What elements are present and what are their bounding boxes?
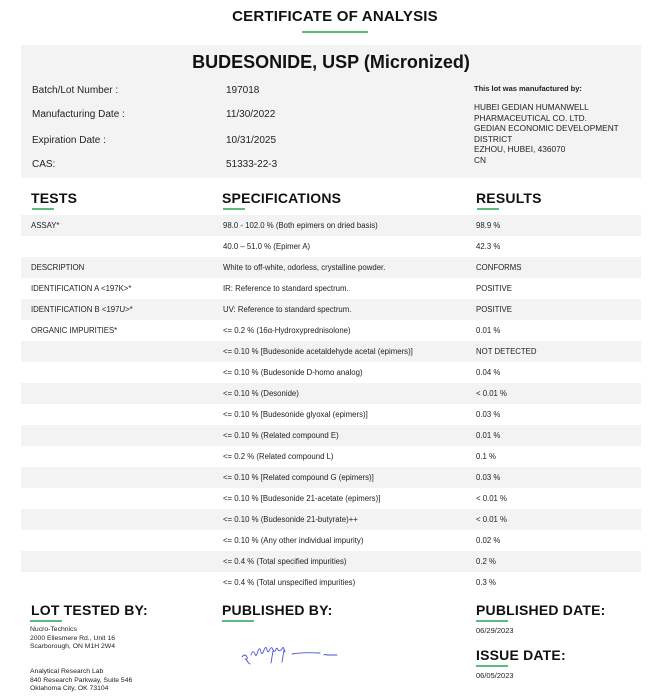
test-cell: IDENTIFICATION B <197U>* xyxy=(31,305,133,314)
table-row xyxy=(21,509,641,530)
result-cell: 0.03 % xyxy=(476,410,501,419)
product-name: BUDESONIDE, USP (Micronized) xyxy=(192,52,470,72)
published-date-heading: PUBLISHED DATE: xyxy=(476,602,606,618)
test-cell: ASSAY* xyxy=(31,221,60,230)
published-by-underline xyxy=(222,620,254,622)
result-cell: 0.1 % xyxy=(476,452,496,461)
result-cell: < 0.01 % xyxy=(476,515,507,524)
document-title: CERTIFICATE OF ANALYSIS xyxy=(232,8,438,25)
spec-cell: 98.0 - 102.0 % (Both epimers on dried basis) xyxy=(223,221,378,230)
test-cell: DESCRIPTION xyxy=(31,263,85,272)
manufacturer-line: DISTRICT xyxy=(474,133,513,144)
spec-cell: <= 0.2 % (Related compound L) xyxy=(223,452,334,461)
lab-city: Scarborough, ON M1H 2W4 xyxy=(30,643,115,650)
result-cell: 0.02 % xyxy=(476,536,501,545)
spec-cell: <= 0.10 % [Budesonide 21-acetate (epimers)] xyxy=(223,494,381,503)
manufacturer-address xyxy=(474,102,619,165)
spec-cell: <= 0.10 % [Budesonide glyoxal (epimers)] xyxy=(223,410,368,419)
result-cell: 0.03 % xyxy=(476,473,501,482)
cas-label: CAS: xyxy=(32,159,56,170)
specifications-header-underline xyxy=(223,208,245,210)
spec-cell: <= 0.2 % (16α-Hydroxyprednisolone) xyxy=(223,326,351,335)
table-row xyxy=(21,530,641,551)
manufacturer-line: CN xyxy=(474,154,486,165)
table-row xyxy=(21,362,641,383)
results-column-header: RESULTS xyxy=(476,190,542,206)
spec-cell: <= 0.4 % (Total specified impurities) xyxy=(223,557,347,566)
manufacturer-line: PHARMACEUTICAL CO. LTD. xyxy=(474,112,587,123)
spec-cell: 40.0 – 51.0 % (Epimer A) xyxy=(223,242,311,251)
table-row xyxy=(21,404,641,425)
manufacturing-date-label: Manufacturing Date : xyxy=(32,109,125,120)
expiration-date-label: Expiration Date : xyxy=(32,135,106,146)
batch-lot-value: 197018 xyxy=(226,85,260,96)
result-cell: 0.01 % xyxy=(476,326,501,335)
result-cell: 0.04 % xyxy=(476,368,501,377)
table-row xyxy=(21,551,641,572)
manufacturer-line: GEDIAN ECONOMIC DEVELOPMENT xyxy=(474,123,619,133)
title-underline xyxy=(302,31,368,33)
lab-name: Analytical Research Lab xyxy=(30,668,104,675)
published-date-value: 06/29/2023 xyxy=(476,626,514,635)
result-cell: 42.3 % xyxy=(476,242,501,251)
table-row xyxy=(21,236,641,257)
result-cell: 0.2 % xyxy=(476,557,496,566)
spec-cell: <= 0.10 % (Budesonide 21-butyrate)++ xyxy=(223,515,358,524)
cas-value: 51333-22-3 xyxy=(226,159,278,170)
header-panel xyxy=(21,45,641,178)
result-cell: POSITIVE xyxy=(476,305,512,314)
manufacturer-heading: This lot was manufactured by: xyxy=(474,84,582,93)
published-date-underline xyxy=(476,620,508,622)
table-row xyxy=(21,383,641,404)
manufacturer-line: EZHOU, HUBEI, 436070 xyxy=(474,144,566,154)
spec-cell: <= 0.10 % [Related compound G (epimers)] xyxy=(223,473,374,482)
manufacturer-line: HUBEI GEDIAN HUMANWELL xyxy=(474,102,589,112)
table-row xyxy=(21,320,641,341)
issue-date-underline xyxy=(476,665,508,667)
signature-image xyxy=(240,643,340,665)
lab-name: Nucro-Technics xyxy=(30,626,77,633)
table-row xyxy=(21,446,641,467)
table-row xyxy=(21,467,641,488)
test-cell: ORGANIC IMPURITIES* xyxy=(31,326,118,335)
spec-cell: White to off-white, odorless, crystalline powder. xyxy=(223,263,386,272)
lot-tested-by-underline xyxy=(30,620,62,622)
tests-header-underline xyxy=(32,208,54,210)
published-by-heading: PUBLISHED BY: xyxy=(222,602,333,618)
lab-street: 840 Research Parkway, Suite 546 xyxy=(30,676,133,684)
spec-cell: IR: Reference to standard spectrum. xyxy=(223,284,349,293)
table-row xyxy=(21,299,641,320)
lab-street: 2000 Ellesmere Rd., Unit 16 xyxy=(30,634,116,642)
spec-cell: <= 0.10 % (Desonide) xyxy=(223,389,299,398)
spec-cell: <= 0.10 % (Any other individual impurity) xyxy=(223,536,364,545)
spec-cell: <= 0.10 % (Budesonide D-homo analog) xyxy=(223,368,363,377)
spec-cell: <= 0.4 % (Total unspecified impurities) xyxy=(223,578,356,587)
lab-address-1 xyxy=(30,626,115,652)
result-cell: < 0.01 % xyxy=(476,389,507,398)
table-row xyxy=(21,572,641,593)
lab-address-2 xyxy=(30,668,132,694)
result-cell: 0.01 % xyxy=(476,431,501,440)
spec-cell: <= 0.10 % (Related compound E) xyxy=(223,431,339,440)
spec-cell: <= 0.10 % [Budesonide acetaldehyde acetal (epimers)] xyxy=(223,347,413,356)
result-cell: 0.3 % xyxy=(476,578,496,587)
issue-date-heading: ISSUE DATE: xyxy=(476,647,566,663)
results-table xyxy=(21,215,641,593)
table-row xyxy=(21,215,641,236)
expiration-date-value: 10/31/2025 xyxy=(226,135,277,146)
manufacturing-date-value: 11/30/2022 xyxy=(226,109,276,120)
result-cell: 98.9 % xyxy=(476,221,501,230)
result-cell: < 0.01 % xyxy=(476,494,507,503)
spec-cell: UV: Reference to standard spectrum. xyxy=(223,305,352,314)
tests-column-header: TESTS xyxy=(31,190,78,206)
table-row xyxy=(21,488,641,509)
table-row xyxy=(21,425,641,446)
results-header-underline xyxy=(477,208,499,210)
test-cell: IDENTIFICATION A <197K>* xyxy=(31,284,132,293)
table-row xyxy=(21,278,641,299)
table-row xyxy=(21,341,641,362)
issue-date-value: 06/05/2023 xyxy=(476,671,514,680)
table-row xyxy=(21,257,641,278)
batch-lot-label: Batch/Lot Number : xyxy=(32,85,119,96)
result-cell: POSITIVE xyxy=(476,284,512,293)
lot-tested-by-heading: LOT TESTED BY: xyxy=(31,602,148,618)
result-cell: NOT DETECTED xyxy=(476,347,537,356)
result-cell: CONFORMS xyxy=(476,263,522,272)
specifications-column-header: SPECIFICATIONS xyxy=(222,190,342,206)
lab-city: Oklahoma City, OK 73104 xyxy=(30,685,109,692)
